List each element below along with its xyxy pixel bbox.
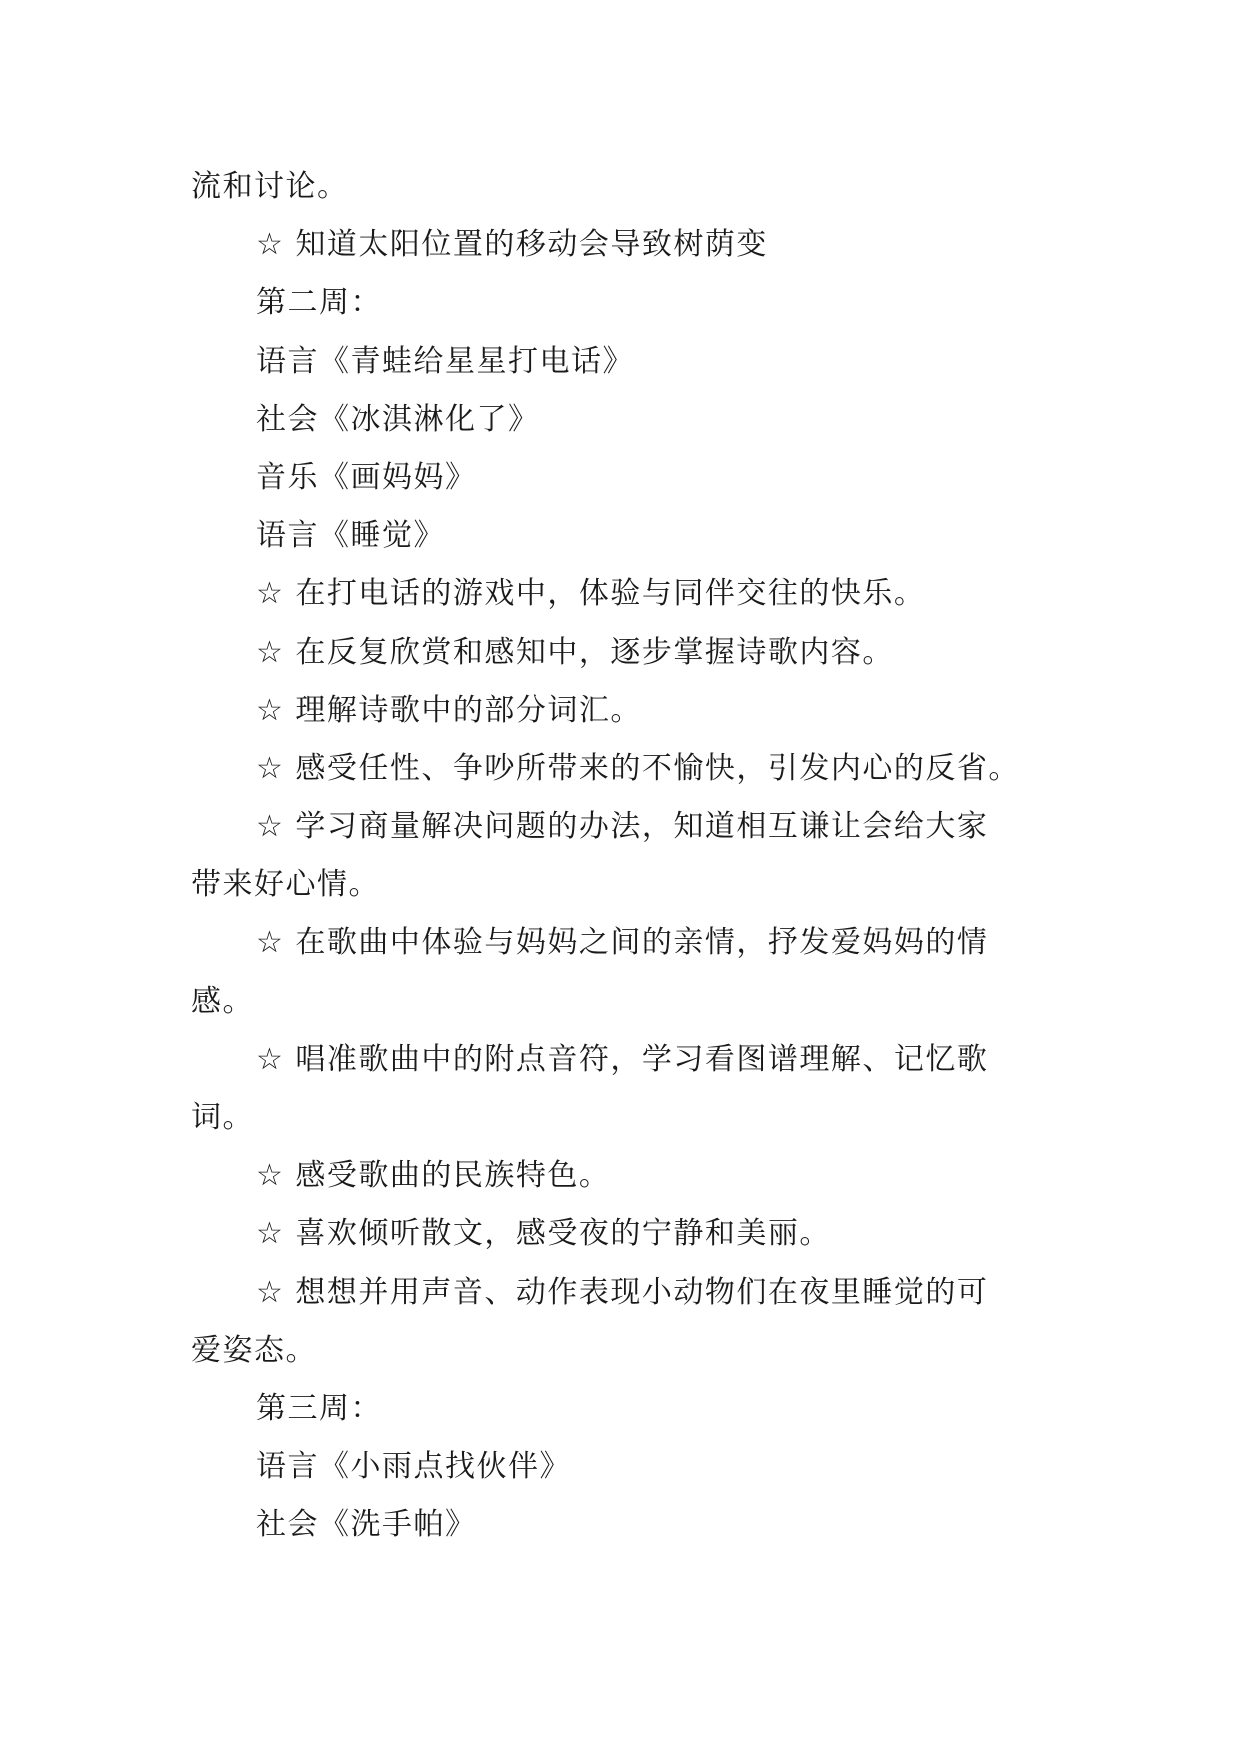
text-line: 爱姿态。 bbox=[191, 1332, 317, 1368]
text-line: ☆ 知道太阳位置的移动会导致树荫变 bbox=[256, 227, 768, 263]
objective-item: ☆ 理解诗歌中的部分词汇。 bbox=[256, 692, 642, 728]
objective-item: ☆ 喜欢倾听散文，感受夜的宁静和美丽。 bbox=[256, 1216, 831, 1252]
lesson-title: 语言《青蛙给星星打电话》 bbox=[256, 343, 634, 379]
text-line: 流和讨论。 bbox=[191, 169, 349, 204]
objective-item: ☆ 感受歌曲的民族特色。 bbox=[256, 1158, 611, 1194]
lesson-title: 语言《睡觉》 bbox=[256, 518, 445, 554]
lesson-title: 社会《冰淇淋化了》 bbox=[256, 401, 540, 437]
objective-item: ☆ 唱准歌曲中的附点音符，学习看图谱理解、记忆歌 bbox=[256, 1041, 989, 1077]
objective-item: ☆ 感受任性、争吵所带来的不愉快，引发内心的反省。 bbox=[256, 750, 1020, 786]
lesson-title: 音乐《画妈妈》 bbox=[256, 459, 477, 495]
objective-item: ☆ 学习商量解决问题的办法，知道相互谦让会给大家 bbox=[256, 809, 989, 845]
text-line: 带来好心情。 bbox=[191, 867, 380, 903]
objective-item: ☆ 在歌曲中体验与妈妈之间的亲情，抒发爱妈妈的情 bbox=[256, 925, 989, 961]
objective-item: ☆ 在打电话的游戏中，体验与同伴交往的快乐。 bbox=[256, 576, 926, 612]
section-heading: 第二周： bbox=[256, 285, 382, 321]
text-line: 感。 bbox=[191, 983, 254, 1019]
lesson-title: 社会《洗手帕》 bbox=[256, 1507, 477, 1543]
text-line: 词。 bbox=[191, 1100, 254, 1135]
section-heading: 第三周： bbox=[256, 1390, 382, 1426]
document-body bbox=[191, 158, 1051, 1555]
lesson-title: 语言《小雨点找伙伴》 bbox=[256, 1449, 571, 1485]
objective-item: ☆ 在反复欣赏和感知中，逐步掌握诗歌内容。 bbox=[256, 634, 894, 670]
objective-item: ☆ 想想并用声音、动作表现小动物们在夜里睡觉的可 bbox=[256, 1274, 989, 1310]
